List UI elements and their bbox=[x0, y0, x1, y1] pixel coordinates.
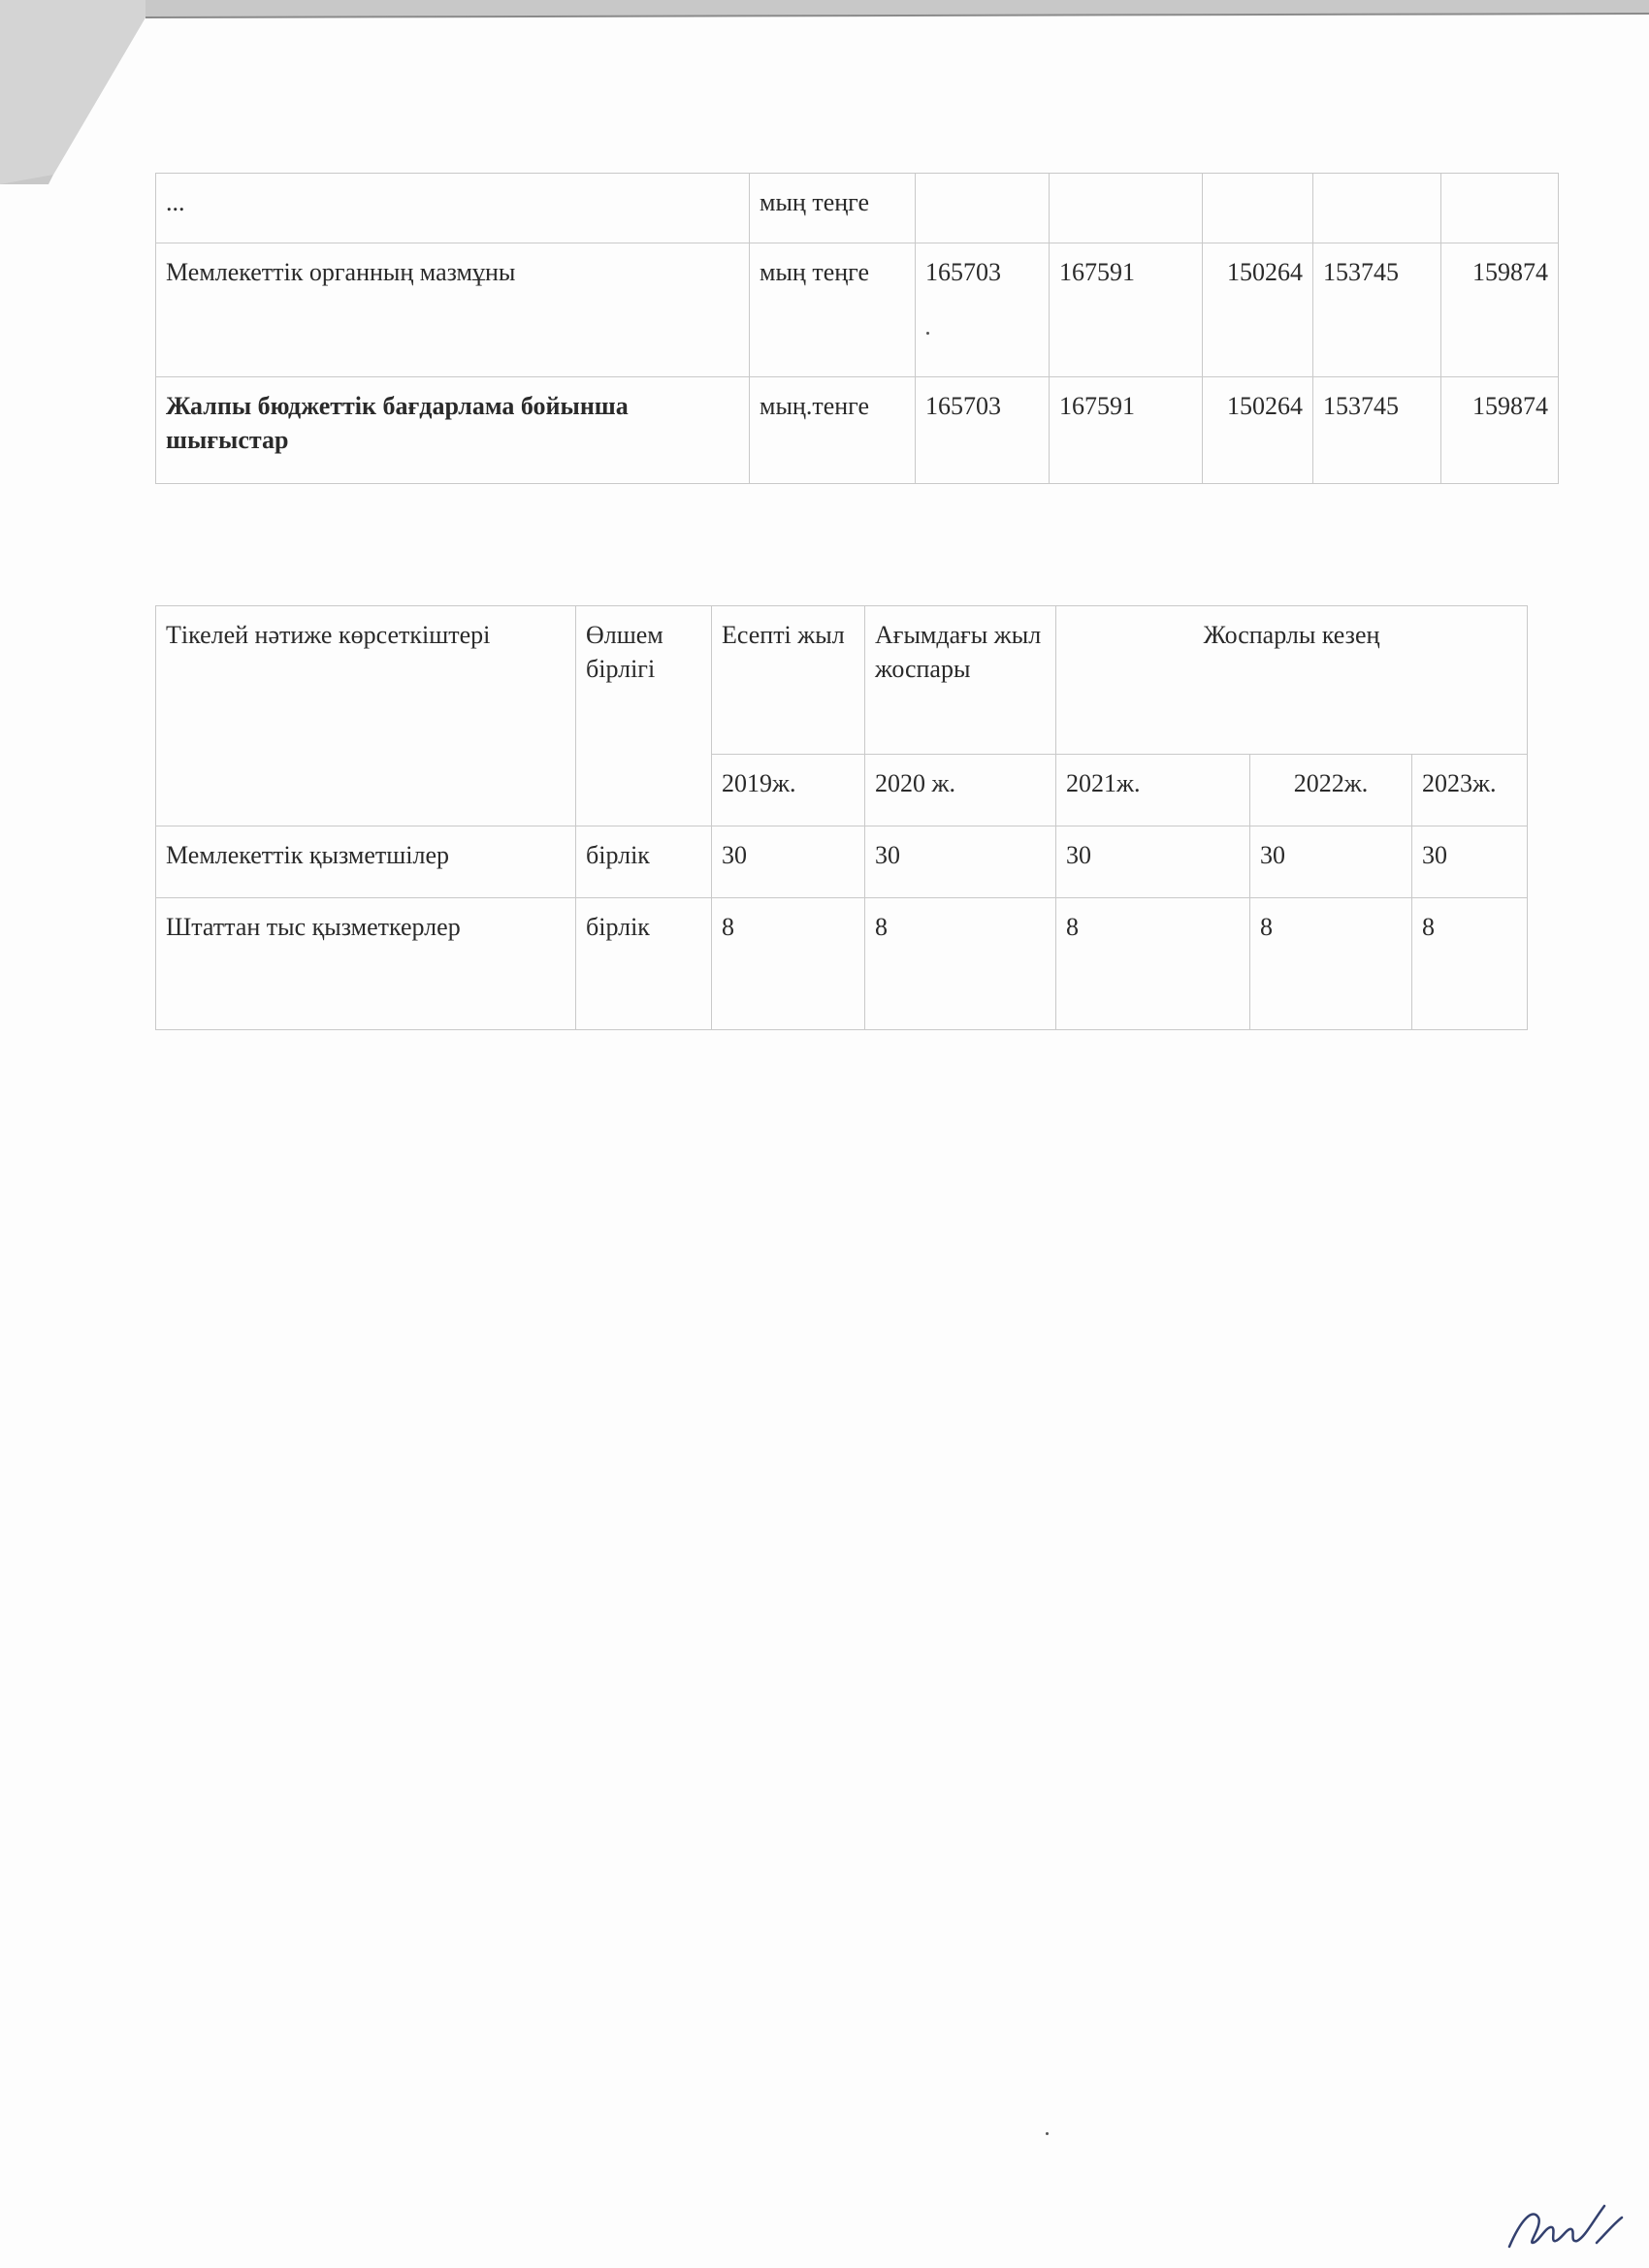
value-cell: 153745 bbox=[1313, 243, 1441, 377]
value-cell: 159874 bbox=[1441, 377, 1559, 484]
row-label: Мемлекеттік органның мазмұны bbox=[156, 243, 750, 377]
scan-speck bbox=[926, 332, 929, 335]
row-label-total: Жалпы бюджеттік бағдарлама бойынша шығыстар bbox=[156, 377, 750, 484]
value-cell: 30 bbox=[865, 826, 1056, 898]
unit-cell: мың теңге bbox=[750, 174, 916, 243]
scan-speck bbox=[1046, 2132, 1049, 2135]
header-current-plan: Ағымдағы жыл жоспары bbox=[865, 606, 1056, 755]
year-cell: 2022ж. bbox=[1250, 755, 1412, 826]
value-cell: 8 bbox=[1412, 898, 1528, 1030]
table-row bbox=[156, 898, 1528, 1030]
signature-mark bbox=[1504, 2198, 1630, 2256]
unit-cell: бірлік bbox=[576, 826, 712, 898]
row-label: Штаттан тыс қызметкерлер bbox=[156, 898, 576, 1030]
header-planned-period: Жоспарлы кезең bbox=[1056, 606, 1528, 755]
header-reporting-year: Есепті жыл bbox=[712, 606, 865, 755]
year-cell: 2023ж. bbox=[1412, 755, 1528, 826]
value-cell: 159874 bbox=[1441, 243, 1559, 377]
header-unit: Өлшем бірлігі bbox=[576, 606, 712, 826]
value-cell bbox=[1050, 174, 1203, 243]
value-cell: 8 bbox=[1250, 898, 1412, 1030]
row-label: ... bbox=[156, 174, 750, 243]
value-cell: 153745 bbox=[1313, 377, 1441, 484]
value-cell: 30 bbox=[712, 826, 865, 898]
table-row bbox=[156, 243, 1559, 377]
value-cell: 165703 bbox=[916, 243, 1050, 377]
value-cell: 30 bbox=[1412, 826, 1528, 898]
value-cell: 30 bbox=[1250, 826, 1412, 898]
value-cell bbox=[916, 174, 1050, 243]
year-cell: 2020 ж. bbox=[865, 755, 1056, 826]
value-cell: 8 bbox=[712, 898, 865, 1030]
year-cell: 2019ж. bbox=[712, 755, 865, 826]
value-cell: 8 bbox=[865, 898, 1056, 1030]
results-table bbox=[155, 605, 1528, 1030]
unit-cell: мың теңге bbox=[750, 243, 916, 377]
table-row bbox=[156, 377, 1559, 484]
scan-edge-shadow bbox=[0, 0, 1649, 184]
table-header-row bbox=[156, 606, 1528, 755]
year-cell: 2021ж. bbox=[1056, 755, 1250, 826]
table-row bbox=[156, 174, 1559, 243]
value-cell: 150264 bbox=[1203, 243, 1313, 377]
value-cell: 8 bbox=[1056, 898, 1250, 1030]
budget-table bbox=[155, 173, 1559, 484]
row-label: Мемлекеттік қызметшілер bbox=[156, 826, 576, 898]
value-cell bbox=[1441, 174, 1559, 243]
value-cell: 167591 bbox=[1050, 243, 1203, 377]
header-indicator: Тікелей нәтиже көрсеткіштері bbox=[156, 606, 576, 826]
value-cell: 165703 bbox=[916, 377, 1050, 484]
value-cell: 30 bbox=[1056, 826, 1250, 898]
value-cell bbox=[1313, 174, 1441, 243]
unit-cell: бірлік bbox=[576, 898, 712, 1030]
value-cell: 150264 bbox=[1203, 377, 1313, 484]
value-cell: 167591 bbox=[1050, 377, 1203, 484]
value-cell bbox=[1203, 174, 1313, 243]
unit-cell: мың.тенге bbox=[750, 377, 916, 484]
table-row bbox=[156, 826, 1528, 898]
